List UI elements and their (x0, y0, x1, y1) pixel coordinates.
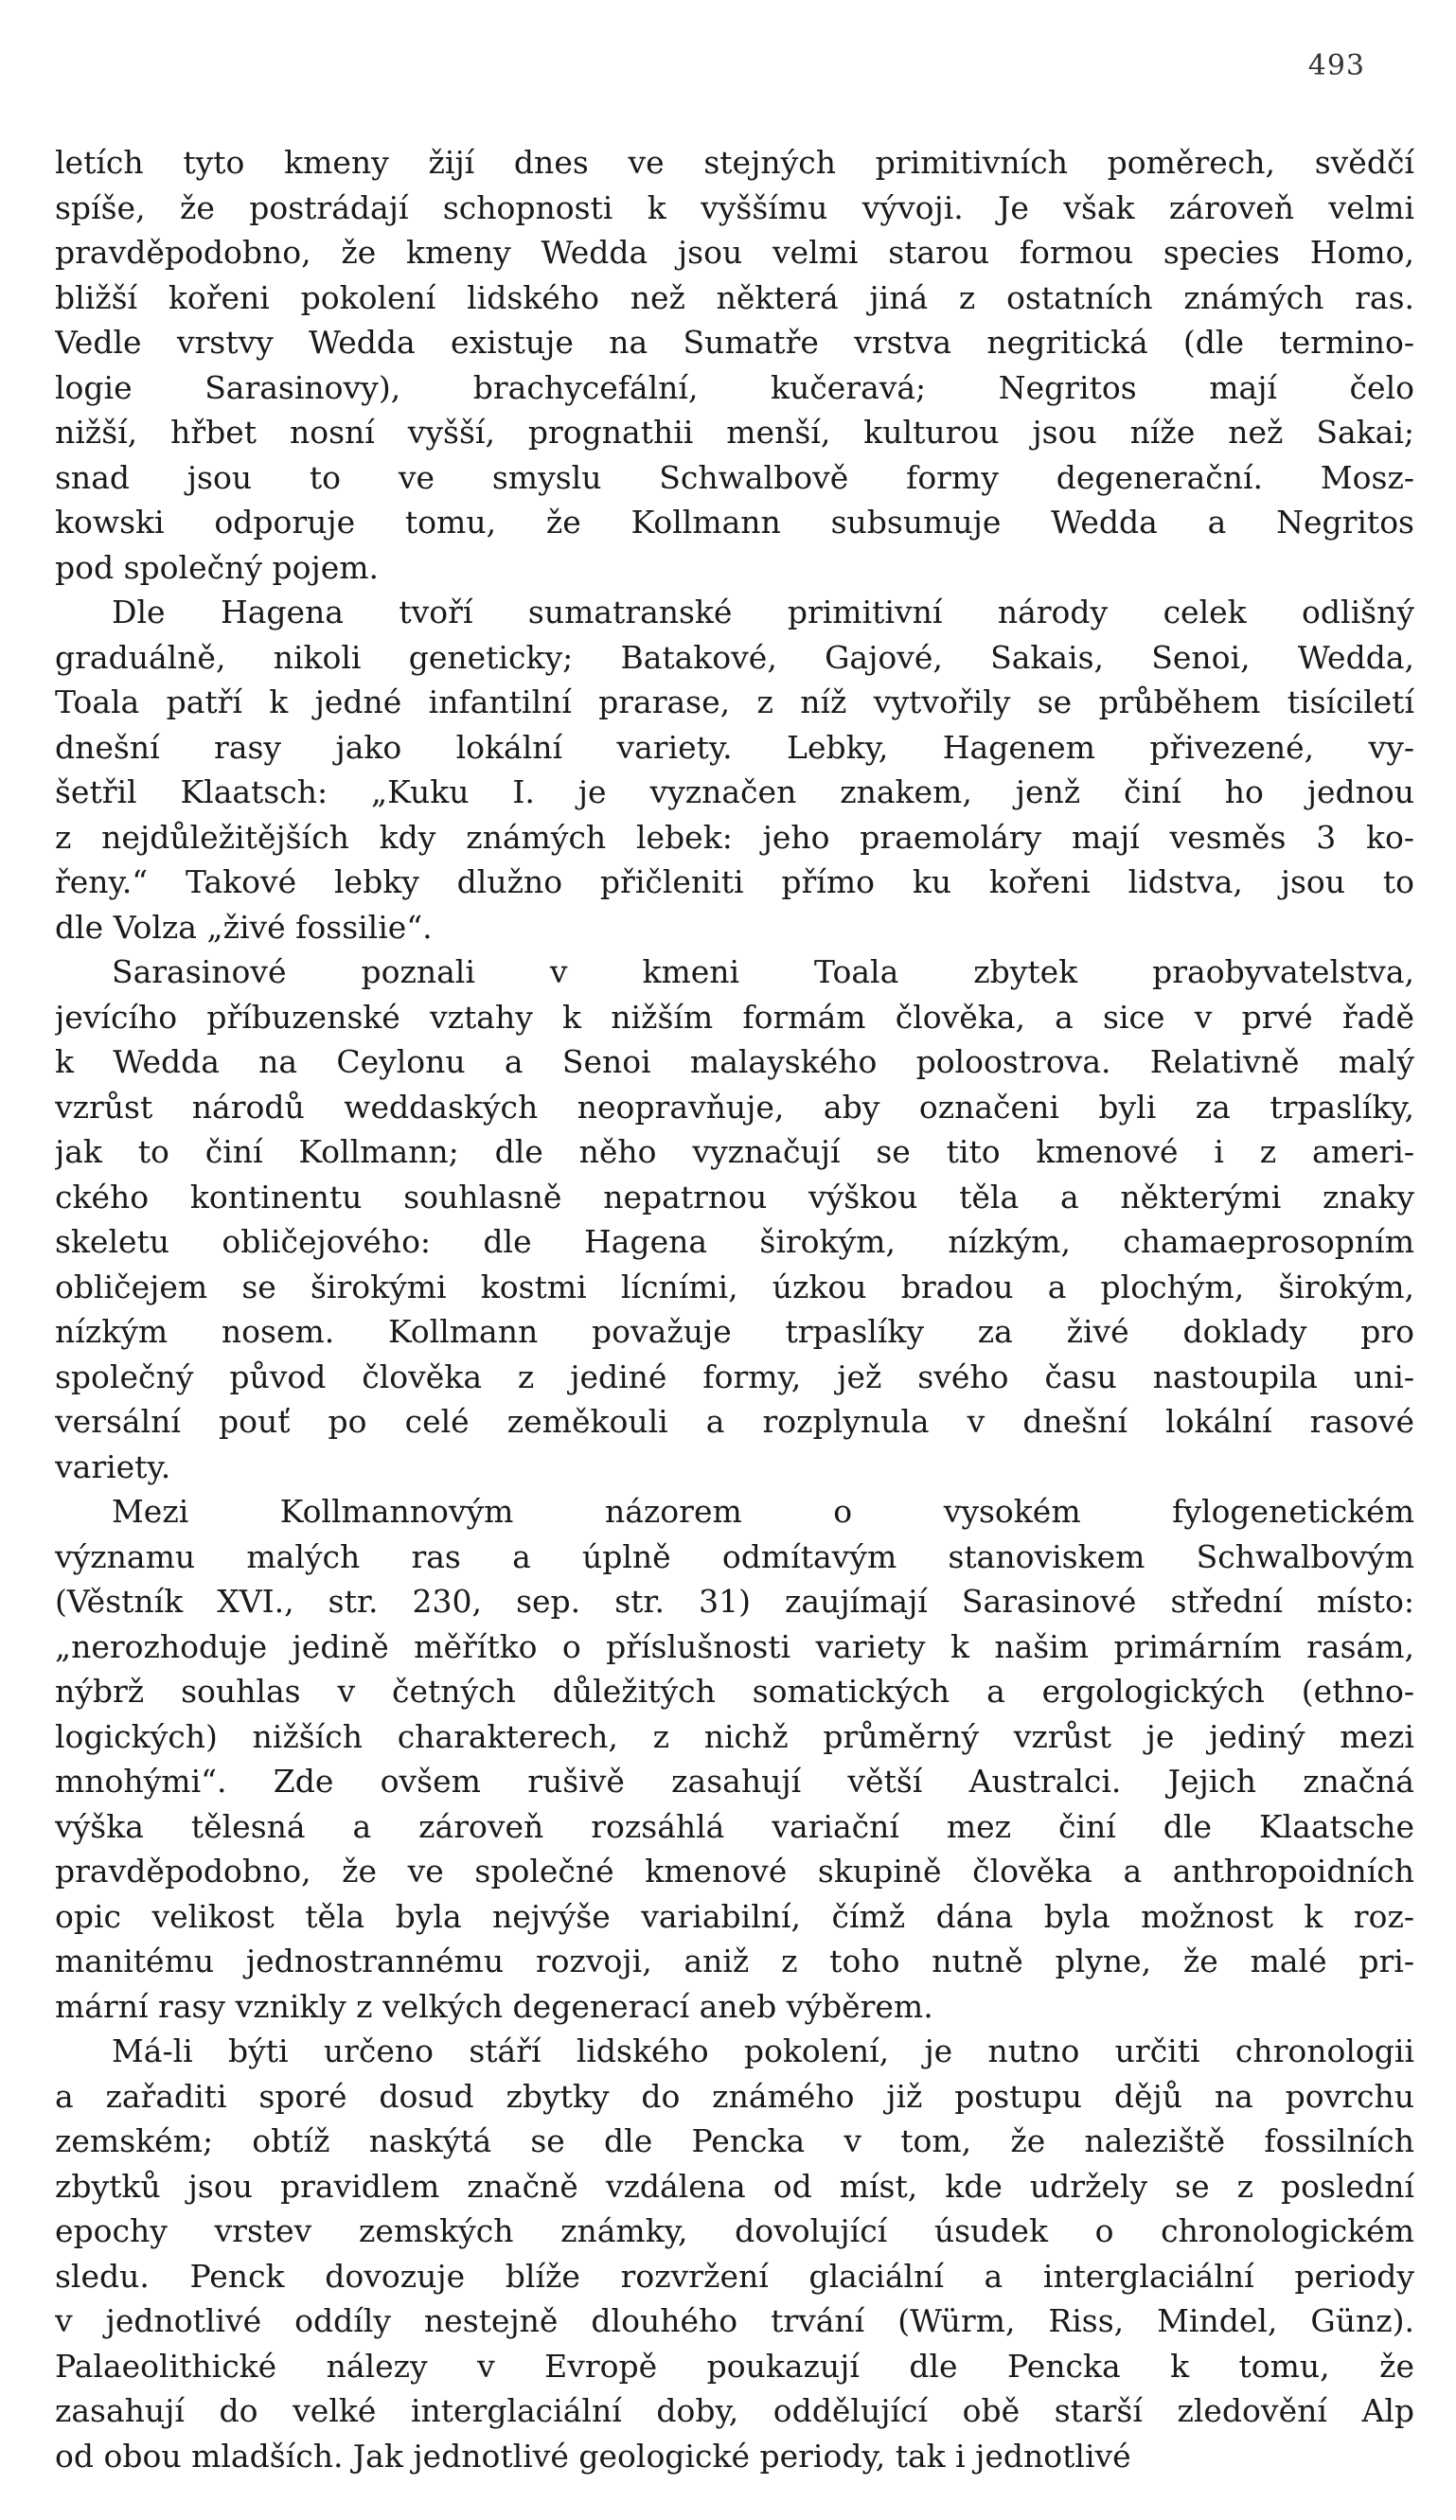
paragraph (55, 140, 1414, 590)
text-line: nižší, hřbet nosní vyšší, prognathii menší, kulturou jsou níže než Sakai; (55, 414, 1414, 451)
text-line: snad jsou to ve smyslu Schwalbově formy degenerační. Mosz- (55, 458, 1414, 496)
text-line: Má-li býti určeno stáří lidského pokolení, je nutno určiti chronologii (112, 2032, 1414, 2069)
text-line: jevícího příbuzenské vztahy k nižším formám člověka, a sice v prvé řadě (55, 998, 1414, 1036)
text-line: Vedle vrstvy Wedda existuje na Sumatře vrstva negritická (dle termino- (55, 324, 1414, 361)
text-line: a zařaditi sporé dosud zbytky do známého již postupu dějů na povrchu (55, 2077, 1414, 2115)
document-body (55, 140, 1414, 2478)
text-line: letích tyto kmeny žijí dnes ve stejných primitivních poměrech, svědčí (55, 144, 1414, 181)
text-line: z nejdůležitějších kdy známých lebek: jeho praemoláry mají vesměs 3 ko- (55, 818, 1414, 856)
text-line: zemském; obtíž naskýtá se dle Pencka v tom, že naleziště fossilních (55, 2122, 1414, 2159)
text-line: mární rasy vznikly z velkých degenerací aneb výběrem. (55, 1987, 933, 2025)
text-line: jak to činí Kollmann; dle něho vyznačují se tito kmenové i z ameri- (55, 1133, 1414, 1170)
text-line: spíše, že postrádají schopnosti k vyššímu vývoji. Je však zároveň velmi (55, 188, 1414, 226)
text-line: pravděpodobno, že kmeny Wedda jsou velmi starou formou species Homo, (55, 234, 1414, 271)
text-line: od obou mladších. Jak jednotlivé geologické periody, tak i jednotlivé (55, 2437, 1131, 2475)
text-line: „nerozhoduje jedině měřítko o příslušnosti variety k našim primárním rasám, (55, 1627, 1414, 1665)
text-line: skeletu obličejového: dle Hagena širokým, nízkým, chamaeprosopním (55, 1223, 1414, 1260)
text-line: nýbrž souhlas v četných důležitých somatických a ergologických (ethno- (55, 1673, 1414, 1710)
text-line: manitému jednostrannému rozvoji, aniž z toho nutně plyne, že malé pri- (55, 1943, 1414, 1979)
text-line: versální pouť po celé zeměkouli a rozplynula v dnešní lokální rasové (55, 1403, 1414, 1440)
paragraph (55, 2029, 1414, 2478)
text-line: kowski odporuje tomu, že Kollmann subsumuje Wedda a Negritos (55, 504, 1414, 541)
paragraph (55, 590, 1414, 949)
page-number: 493 (1307, 49, 1365, 82)
text-line: v jednotlivé oddíly nestejně dlouhého trvání (Würm, Riss, Mindel, Günz). (55, 2302, 1414, 2339)
text-line: dnešní rasy jako lokální variety. Lebky, Hagenem přivezené, vy- (55, 728, 1414, 766)
text-line: dle Volza „živé fossilie“. (55, 908, 433, 946)
text-line: logie Sarasinovy), brachycefální, kučeravá; Negritos mají čelo (55, 368, 1414, 406)
text-line: Palaeolithické nálezy v Evropě poukazují dle Pencka k tomu, že (55, 2347, 1414, 2385)
text-line: logických) nižších charakterech, z nichž průměrný vzrůst je jediný mezi (55, 1717, 1414, 1755)
paragraph (55, 949, 1414, 1489)
text-line: obličejem se širokými kostmi lícními, úzkou bradou a plochým, širokým, (55, 1268, 1414, 1305)
text-line: nízkým nosem. Kollmann považuje trpaslíky za živé doklady pro (55, 1313, 1414, 1350)
text-line: bližší kořeni pokolení lidského než některá jiná z ostatních známých ras. (55, 278, 1414, 316)
text-line: ckého kontinentu souhlasně nepatrnou výškou těla a některými znaky (55, 1178, 1414, 1216)
text-line: pod společný pojem. (55, 548, 380, 586)
text-line: (Věstník XVI., str. 230, sep. str. 31) zaujímají Sarasinové střední místo: (55, 1583, 1414, 1620)
text-line: variety. (55, 1447, 171, 1485)
text-line: k Wedda na Ceylonu a Senoi malayského poloostrova. Relativně malý (55, 1043, 1414, 1080)
text-line: Dle Hagena tvoří sumatranské primitivní národy celek odlišný (112, 594, 1414, 630)
text-line: pravděpodobno, že ve společné kmenové skupině člověka a anthropoidních (55, 1853, 1414, 1890)
text-line: šetřil Klaatsch: „Kuku I. je vyznačen znakem, jenž činí ho jednou (55, 773, 1414, 810)
text-line: epochy vrstev zemských známky, dovolující úsudek o chronologickém (55, 2212, 1414, 2249)
text-line: Sarasinové poznali v kmeni Toala zbytek praobyvatelstva, (112, 953, 1414, 990)
text-line: zbytků jsou pravidlem značně vzdálena od míst, kde udržely se z poslední (55, 2167, 1414, 2205)
text-line: opic velikost těla byla nejvýše variabilní, čímž dána byla možnost k roz- (55, 1897, 1414, 1935)
text-line: společný původ člověka z jediné formy, jež svého času nastoupila uni- (55, 1358, 1414, 1395)
text-line: Mezi Kollmannovým názorem o vysokém fylogenetickém (112, 1493, 1414, 1530)
text-line: vzrůst národů weddaských neopravňuje, aby označeni byli za trpaslíky, (55, 1088, 1414, 1126)
text-line: Toala patří k jedné infantilní prarase, z níž vytvořily se průběhem tisíciletí (55, 683, 1414, 720)
text-line: významu malých ras a úplně odmítavým stanoviskem Schwalbovým (55, 1537, 1414, 1575)
text-line: výška tělesná a zároveň rozsáhlá variační mez činí dle Klaatsche (55, 1807, 1414, 1845)
text-line: zasahují do velké interglaciální doby, oddělující obě starší zledovění Alp (55, 2392, 1414, 2429)
text-line: sledu. Penck dovozuje blíže rozvržení glaciální a interglaciální periody (55, 2257, 1414, 2295)
text-line: řeny.“ Takové lebky dlužno přičleniti přímo ku kořeni lidstva, jsou to (55, 863, 1414, 900)
paragraph (55, 1489, 1414, 2029)
text-line: mnohými“. Zde ovšem rušivě zasahují větší Australci. Jejich značná (55, 1763, 1414, 1800)
text-line: graduálně, nikoli geneticky; Batakové, Gajové, Sakais, Senoi, Wedda, (55, 638, 1414, 676)
